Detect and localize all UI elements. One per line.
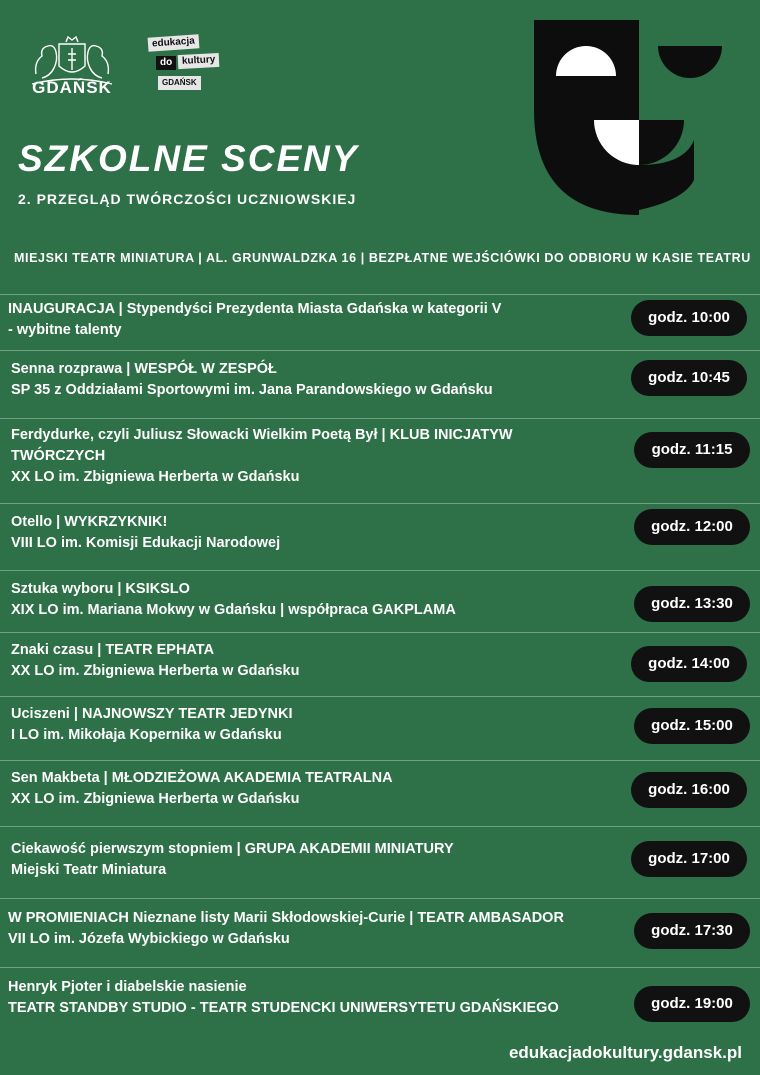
time-badge: godz. 14:00 [631, 646, 747, 682]
time-badge: godz. 10:45 [631, 360, 747, 396]
row-divider [0, 503, 760, 504]
event-school: XX LO im. Zbigniewa Herberta w Gdańsku [11, 469, 300, 485]
edk-logo-edukacja: edukacja [148, 34, 200, 52]
row-text [8, 299, 608, 341]
event-name: Znaki czasu | TEATR EPHATA [11, 642, 215, 658]
row-divider [0, 696, 760, 697]
gdansk-logo-text: GDAŃSK [32, 78, 112, 97]
row-divider [0, 760, 760, 761]
theatre-mask-graphic [534, 20, 724, 215]
event-name-cont: - wybitne talenty [8, 322, 122, 338]
event-school: I LO im. Mikołaja Kopernika w Gdańsku [11, 727, 282, 743]
row-text [11, 512, 611, 554]
event-school: TEATR STANDBY STUDIO - TEATR STUDENCKI UNIWERSYTETU GDAŃSKIEGO [8, 1000, 559, 1016]
time-badge: godz. 17:30 [634, 913, 750, 949]
website-link[interactable]: edukacjadokultury.gdansk.pl [508, 1043, 742, 1062]
event-name: Ferdydurke, czyli Juliusz Słowacki Wielkim Poetą Był | KLUB INICJATYW [11, 427, 513, 443]
event-name-cont: TWÓRCZYCH [11, 448, 106, 464]
event-school: VIII LO im. Komisji Edukacji Narodowej [11, 535, 281, 551]
event-subtitle: 2. PRZEGLĄD TWÓRCZOŚCI UCZNIOWSKIEJ [18, 191, 357, 207]
row-divider [0, 967, 760, 968]
edukacja-do-kultury-logo [148, 36, 228, 96]
event-name: INAUGURACJA | Stypendyści Prezydenta Miasta Gdańska w kategorii V [8, 301, 502, 317]
row-divider [0, 632, 760, 633]
time-badge: godz. 15:00 [634, 708, 750, 744]
time-badge: godz. 17:00 [631, 841, 747, 877]
event-name: Senna rozprawa | WESPÓŁ W ZESPÓŁ [11, 361, 277, 377]
row-text [8, 977, 628, 1019]
time-badge: godz. 13:30 [634, 586, 750, 622]
row-text [11, 359, 611, 401]
row-divider [0, 294, 760, 295]
row-text [11, 579, 611, 621]
row-text [11, 704, 611, 746]
row-text [11, 425, 611, 488]
event-school: XX LO im. Zbigniewa Herberta w Gdańsku [11, 791, 300, 807]
event-name: W PROMIENIACH Nieznane listy Marii Skłodowskiej-Curie | TEATR AMBASADOR [8, 910, 564, 926]
row-divider [0, 570, 760, 571]
edk-logo-gdansk: GDAŃSK [158, 76, 201, 90]
time-badge: godz. 11:15 [634, 432, 750, 468]
event-school: Miejski Teatr Miniatura [11, 862, 167, 878]
event-name: Otello | WYKRZYKNIK! [11, 514, 168, 530]
event-school: XIX LO im. Mariana Mokwy w Gdańsku | współpraca GAKPLAMA [11, 602, 456, 618]
time-badge: godz. 16:00 [631, 772, 747, 808]
event-name: Sen Makbeta | MŁODZIEŻOWA AKADEMIA TEATRALNA [11, 770, 393, 786]
event-name: Ciekawość pierwszym stopniem | GRUPA AKADEMII MINIATURY [11, 841, 454, 857]
row-divider [0, 826, 760, 827]
event-name: Uciszeni | NAJNOWSZY TEATR JEDYNKI [11, 706, 293, 722]
row-text [11, 768, 611, 810]
row-text [8, 908, 628, 950]
event-school: XX LO im. Zbigniewa Herberta w Gdańsku [11, 663, 300, 679]
time-badge: godz. 12:00 [634, 509, 750, 545]
row-divider [0, 418, 760, 419]
row-divider [0, 350, 760, 351]
time-badge: godz. 19:00 [634, 986, 750, 1022]
row-divider [0, 898, 760, 899]
edk-logo-kultury: kultury [178, 53, 220, 69]
edk-logo-do: do [156, 56, 176, 70]
event-name: Henryk Pjoter i diabelskie nasienie [8, 979, 247, 995]
row-text [11, 839, 611, 881]
venue-info: MIEJSKI TEATR MINIATURA | AL. GRUNWALDZKA 16 | BEZPŁATNE WEJŚCIÓWKI DO ODBIORU W KASIE TEATRU [14, 251, 751, 265]
event-school: VII LO im. Józefa Wybickiego w Gdańsku [8, 931, 290, 947]
time-badge: godz. 10:00 [631, 300, 747, 336]
row-text [11, 640, 611, 682]
event-school: SP 35 z Oddziałami Sportowymi im. Jana Parandowskiego w Gdańsku [11, 382, 493, 398]
event-title: SZKOLNE SCENY [18, 138, 359, 179]
event-name: Sztuka wyboru | KSIKSLO [11, 581, 190, 597]
